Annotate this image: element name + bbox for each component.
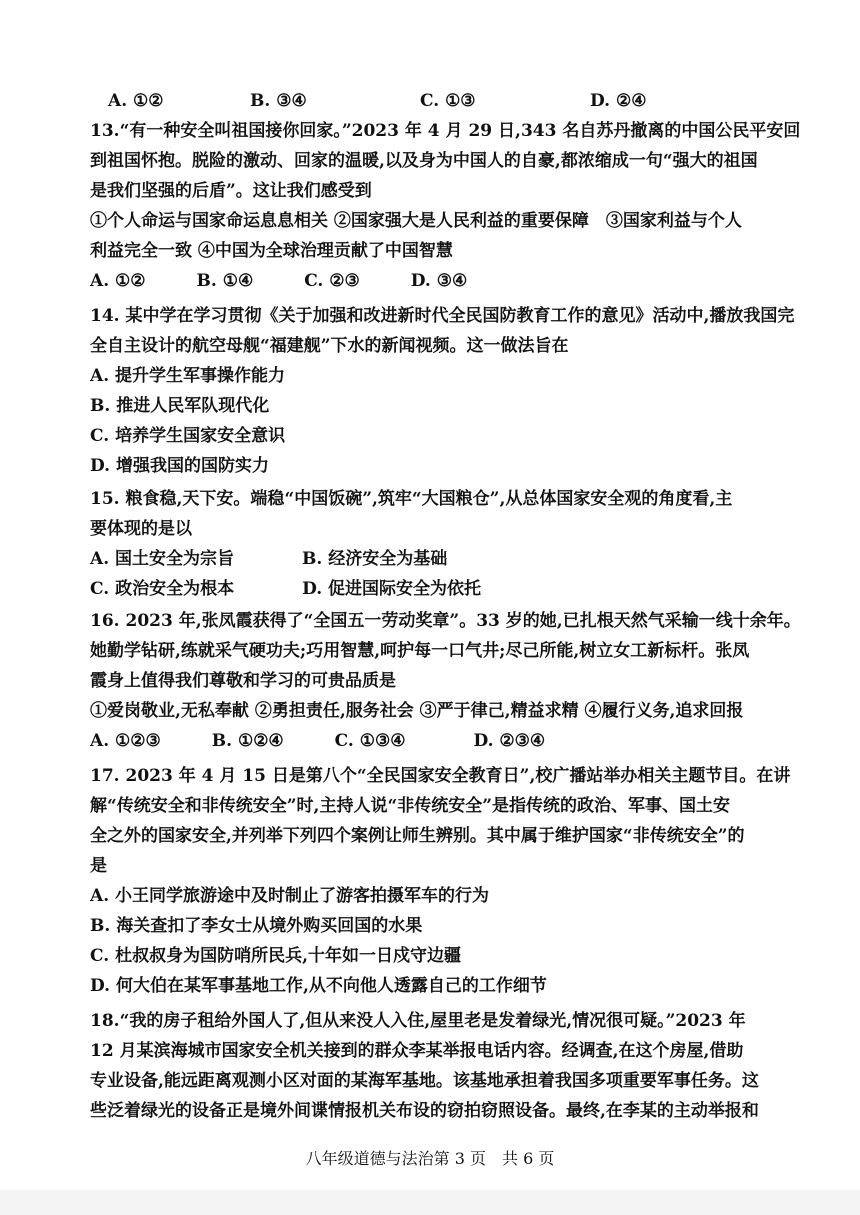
q13-line: 利益完全一致 ④中国为全球治理贡献了中国智慧 bbox=[90, 241, 453, 261]
q17-option-d: D. 何大伯在某军事基地工作,从不向他人透露自己的工作细节 bbox=[90, 976, 547, 996]
q12-option-d: D. ②④ bbox=[590, 91, 647, 111]
q16-line: 霞身上值得我们尊敬和学习的可贵品质是 bbox=[90, 671, 396, 691]
q18-line: 专业设备,能远距离观测小区对面的某海军基地。该基地承担着我国多项重要军事任务。这 bbox=[90, 1071, 759, 1091]
q13-options: A. ①② B. ①④ C. ②③ D. ③④ bbox=[90, 271, 468, 291]
q15-options: C. 政治安全为根本 D. 促进国际安全为依托 bbox=[90, 579, 482, 599]
q17-line: 全之外的国家安全,并列举下列四个案例让师生辨别。其中属于维护国家“非传统安全”的 bbox=[90, 826, 745, 846]
page-bottom-margin bbox=[0, 1190, 860, 1215]
q12-option-b: B. ③④ bbox=[250, 91, 307, 111]
q14-line: 全自主设计的航空母舰“福建舰”下水的新闻视频。这一做法旨在 bbox=[90, 336, 569, 356]
q18-line: 些泛着绿光的设备正是境外间谍情报机关布设的窃拍窃照设备。最终,在李某的主动举报和 bbox=[90, 1101, 759, 1121]
q15-line: 15. 粮食稳,天下安。端稳“中国饭碗”,筑牢“大国粮仓”,从总体国家安全观的角度看,主 bbox=[90, 489, 733, 509]
q14-option-c: C. 培养学生国家安全意识 bbox=[90, 426, 286, 446]
q13-line: 13.“有一种安全叫祖国接你回家。”2023 年 4 月 29 日,343 名自苏丹撤离的中国公民平安回 bbox=[90, 121, 801, 141]
q15-options: A. 国土安全为宗旨 B. 经济安全为基础 bbox=[90, 549, 448, 569]
q18-line: 18.“我的房子租给外国人了,但从来没人入住,屋里老是发着绿光,情况很可疑。”2023 年 bbox=[90, 1011, 746, 1031]
q14-option-a: A. 提升学生军事操作能力 bbox=[90, 366, 286, 386]
q16-line: ①爱岗敬业,无私奉献 ②勇担责任,服务社会 ③严于律己,精益求精 ④履行义务,追求回报 bbox=[90, 701, 744, 721]
q13-line: 是我们坚强的后盾”。这让我们感受到 bbox=[90, 181, 372, 201]
q17-line: 17. 2023 年 4 月 15 日是第八个“全民国家安全教育日”,校广播站举办相关主题节目。在讲 bbox=[90, 766, 791, 786]
q14-option-b: B. 推进人民军队现代化 bbox=[90, 396, 270, 416]
q16-line: 她勤学钻研,练就采气硬功夫;巧用智慧,呵护每一口气井;尽己所能,树立女工新标杆。张凤 bbox=[90, 641, 750, 661]
q12-option-a: A. ①② bbox=[108, 91, 164, 111]
page-footer: 八年级道德与法治第 3 页 共 6 页 bbox=[305, 1149, 555, 1168]
q15-line: 要体现的是以 bbox=[90, 519, 192, 539]
q16-options: A. ①②③ B. ①②④ C. ①③④ D. ②③④ bbox=[90, 731, 546, 751]
q17-option-a: A. 小王同学旅游途中及时制止了游客拍摄军车的行为 bbox=[90, 886, 490, 906]
q18-line: 12 月某滨海城市国家安全机关接到的群众李某举报电话内容。经调查,在这个房屋,借助 bbox=[90, 1041, 744, 1061]
q17-line: 解“传统安全和非传统安全”时,主持人说“非传统安全”是指传统的政治、军事、国土安 bbox=[90, 796, 731, 816]
q17-option-b: B. 海关查扣了李女士从境外购买回国的水果 bbox=[90, 916, 423, 936]
q13-line: 到祖国怀抱。脱险的激动、回家的温暖,以及身为中国人的自豪,都浓缩成一句“强大的祖国 bbox=[90, 151, 758, 171]
q17-option-c: C. 杜叔叔身为国防哨所民兵,十年如一日戍守边疆 bbox=[90, 946, 461, 966]
q14-line: 14. 某中学在学习贯彻《关于加强和改进新时代全民国防教育工作的意见》活动中,播放我国完 bbox=[90, 306, 795, 326]
q17-line: 是 bbox=[90, 856, 107, 876]
q14-option-d: D. 增强我国的国防实力 bbox=[90, 456, 269, 476]
q13-line: ①个人命运与国家命运息息相关 ②国家强大是人民利益的重要保障 ③国家利益与个人 bbox=[90, 211, 742, 231]
q12-option-c: C. ①③ bbox=[420, 91, 476, 111]
q16-line: 16. 2023 年,张凤霞获得了“全国五一劳动奖章”。33 岁的她,已扎根天然气采输一线十余年。 bbox=[90, 611, 801, 631]
